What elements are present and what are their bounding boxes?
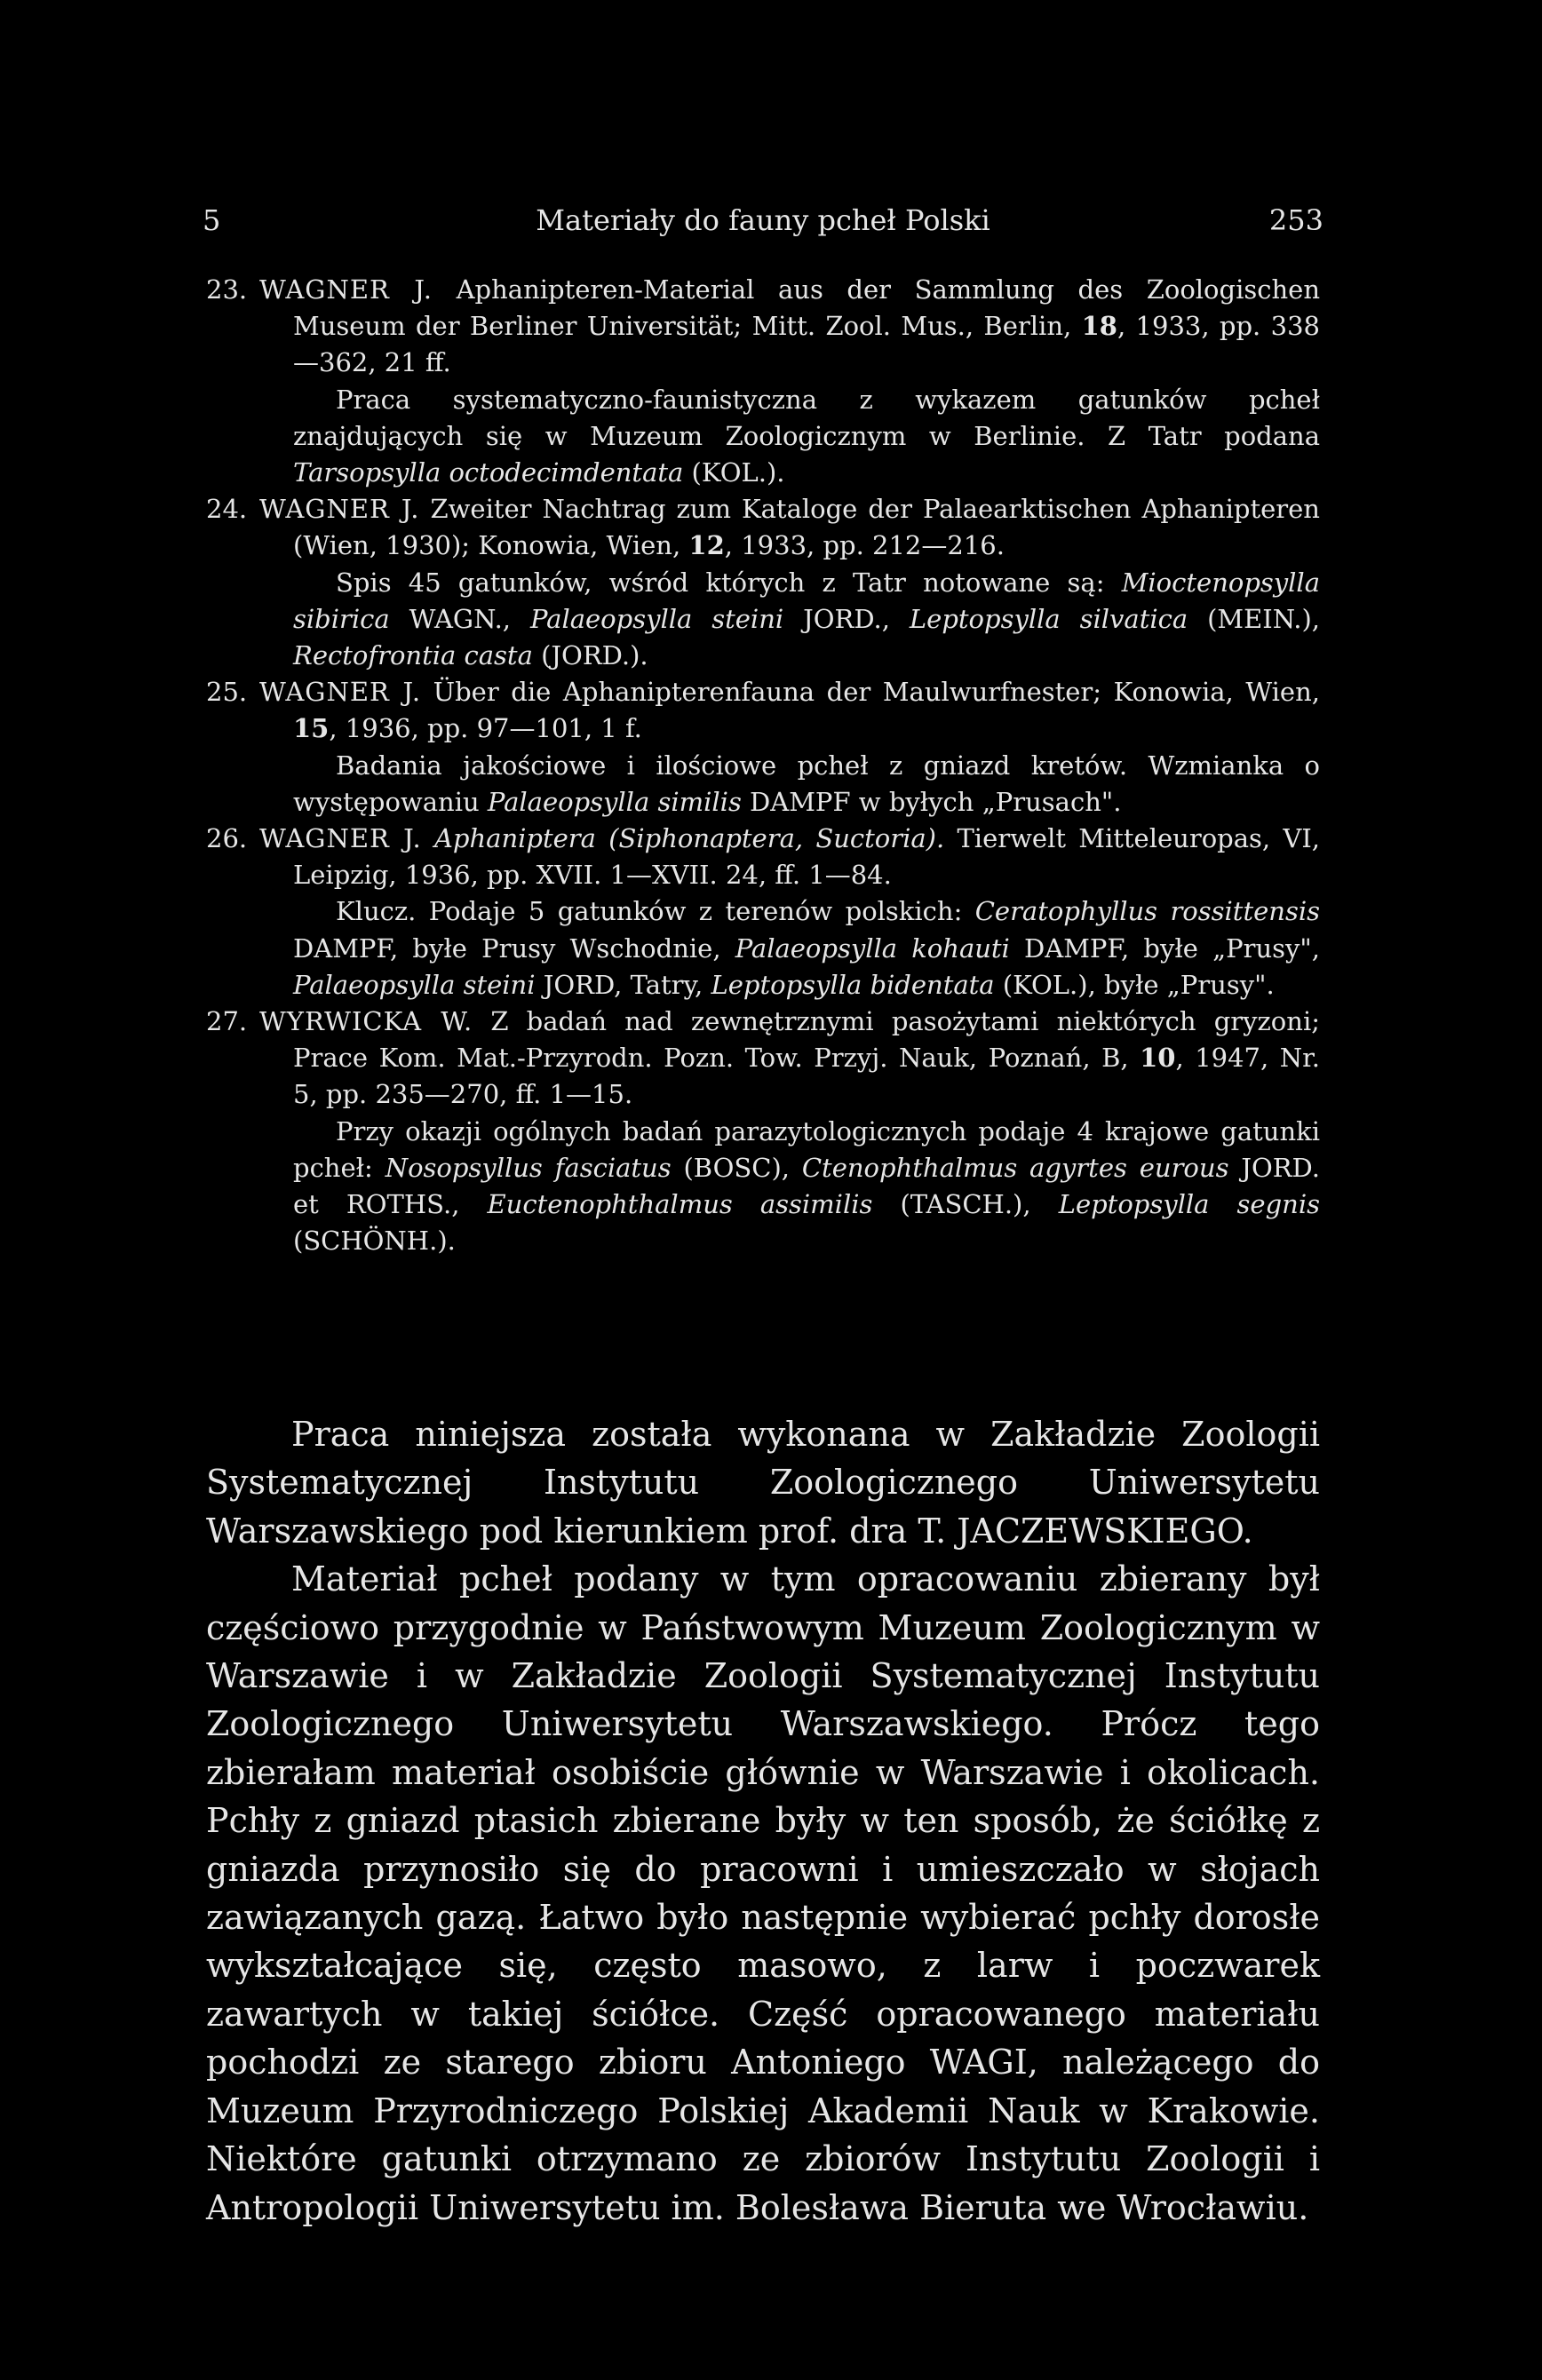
body-paragraph: Materiał pcheł podany w tym opracowaniu zbierany był częściowo przygodnie w Państwowym Muzeum Zoologicznym w Warszawie i w Zakładzie Zoologii Systematycznej Instytutu Zoologicznego Uniwersytetu Warszawskiego. Prócz tego zbierałam materiał osobiście głównie w Warszawie i okolicach. Pchły z gniazd ptasich zbierane były w ten sposób, że ściółkę z gniazda przynosiło się do pracowni i umieszczało w słojach zawiązanych gazą. Łatwo było następnie wybierać pchły dorosłe wykształcające się, często masowo, z larw i poczwarek zawartych w takiej ściółce. Część opracowanego materiału pochodzi ze starego zbioru Antoniego WAGI, należącego do Muzeum Przyrodniczego Polskiej Akademii Nauk w Krakowie. Niektóre gatunki otrzymano ze zbiorów Instytutu Zoologii i Antropologii Uniwersytetu im. Bolesława Bieruta we Wrocławiu. bbox=[206, 1559, 1320, 2227]
reference-text: Z badań nad zewnętrznymi pasożytami niektórych gryzoni; Prace Kom. Mat.-Przyrodn. Pozn. Tow. Przyj. Nauk, Poznań, B, bbox=[293, 1006, 1320, 1074]
reference-number: 27. bbox=[206, 1006, 248, 1037]
annotation-text: JORD. et ROTHS., bbox=[293, 1152, 1320, 1220]
species-name: Leptopsylla silvatica bbox=[909, 603, 1188, 634]
reference-citation bbox=[206, 491, 1320, 564]
reference-title: Aphaniptera (Siphonaptera, Suctoria). bbox=[421, 823, 945, 854]
reference-text: , 1936, pp. 97—101, 1 f. bbox=[329, 713, 642, 744]
species-name: Ctenophthalmus agyrtes eurous bbox=[801, 1152, 1229, 1183]
annotation-text: (KOL.). bbox=[683, 457, 785, 488]
reference-text: Zweiter Nachtrag zum Kataloge der Palaearktischen Aphanipteren (Wien, 1930); Konowia, Wien, bbox=[293, 494, 1320, 561]
annotation-text: (KOL.), byłe „Prusy". bbox=[994, 969, 1275, 1000]
reference-number: 23. bbox=[206, 274, 248, 305]
section-number: 5 bbox=[203, 203, 221, 237]
reference-volume: 10 bbox=[1140, 1043, 1176, 1074]
species-name: Mioctenopsylla sibirica bbox=[293, 567, 1320, 634]
annotation-text: (TASCH.), bbox=[872, 1189, 1059, 1220]
reference-annotation bbox=[206, 1114, 1320, 1260]
reference-text: Tierwelt Mitteleuropas, VI, Leipzig, 1936, pp. XVII. 1—XVII. 24, ff. 1—84. bbox=[293, 823, 1320, 891]
reference-text: , 1947, Nr. 5, pp. 235—270, ff. 1—15. bbox=[293, 1043, 1320, 1110]
reference-author: WYRWICKA W. bbox=[259, 1006, 473, 1037]
reference-text: Aphanipteren-Material aus der Sammlung des Zoologischen Museum der Berliner Universität; Mitt. Zool. Mus., Berlin, bbox=[293, 274, 1320, 342]
reference-annotation bbox=[206, 893, 1320, 1004]
reference-citation bbox=[206, 272, 1320, 382]
species-name: Palaeopsylla steini bbox=[529, 603, 784, 634]
species-name: Tarsopsylla octodecimdentata bbox=[293, 457, 684, 488]
reference-annotation bbox=[206, 382, 1320, 492]
annotation-text: Praca systematyczno-faunistyczna z wykazem gatunków pcheł znajdujących się w Muzeum Zoologicznym w Berlinie. Z Tatr podana bbox=[293, 384, 1320, 451]
running-header bbox=[203, 197, 1323, 243]
annotation-text: (JORD.). bbox=[532, 640, 648, 671]
annotation-text: (MEIN.), bbox=[1188, 603, 1321, 634]
species-name: Palaeopsylla steini bbox=[293, 969, 536, 1000]
species-name: Palaeopsylla similis bbox=[487, 786, 742, 817]
reference-author: WAGNER J. bbox=[259, 494, 420, 525]
reference-annotation bbox=[206, 565, 1320, 675]
annotation-text: Przy okazji ogólnych badań parazytologicznych podaje 4 krajowe gatunki pcheł: bbox=[293, 1115, 1320, 1183]
species-name: Ceratophyllus rossittensis bbox=[974, 896, 1320, 927]
species-name: Leptopsylla segnis bbox=[1058, 1189, 1320, 1220]
page-number: 253 bbox=[1268, 203, 1323, 237]
annotation-text: (SCHÖNH.). bbox=[293, 1226, 456, 1257]
reference-text: Über die Aphanipterenfauna der Maulwurfnester; Konowia, Wien, bbox=[421, 677, 1320, 708]
reference-number: 24. bbox=[206, 494, 248, 525]
annotation-text: WAGN., bbox=[389, 603, 530, 634]
annotation-text: (BOSC), bbox=[671, 1152, 802, 1183]
reference-volume: 15 bbox=[293, 713, 330, 744]
reference-26 bbox=[206, 821, 1320, 1004]
annotation-text: DAMPF, byłe Prusy Wschodnie, bbox=[293, 932, 735, 964]
reference-author: WAGNER J. bbox=[259, 274, 433, 305]
annotation-text: Klucz. Podaje 5 gatunków z terenów polskich: bbox=[336, 896, 975, 927]
reference-author: WAGNER J. bbox=[259, 677, 422, 708]
reference-citation bbox=[206, 821, 1320, 893]
running-title: Materiały do fauny pcheł Polski bbox=[536, 203, 990, 237]
species-name: Nosopsyllus fasciatus bbox=[385, 1152, 672, 1183]
reference-citation bbox=[206, 1004, 1320, 1114]
reference-27 bbox=[206, 1004, 1320, 1259]
species-name: Euctenophthalmus assimilis bbox=[487, 1189, 873, 1220]
reference-volume: 12 bbox=[688, 530, 725, 561]
annotation-text: Spis 45 gatunków, wśród których z Tatr notowane są: bbox=[336, 567, 1122, 598]
species-name: Leptopsylla bidentata bbox=[711, 969, 995, 1000]
species-name: Rectofrontia casta bbox=[293, 640, 533, 671]
reference-annotation bbox=[206, 748, 1320, 821]
reference-text: , 1933, pp. 212—216. bbox=[724, 530, 1005, 561]
reference-25 bbox=[206, 674, 1320, 821]
species-name: Palaeopsylla kohauti bbox=[735, 932, 1010, 964]
reference-number: 25. bbox=[206, 677, 248, 708]
body-text bbox=[206, 1410, 1320, 2232]
reference-citation bbox=[206, 674, 1320, 747]
reference-text: , 1933, pp. 338—362, 21 ff. bbox=[293, 311, 1321, 378]
annotation-text: JORD., bbox=[783, 603, 910, 634]
body-paragraph: Praca niniejsza została wykonana w Zakładzie Zoologii Systematycznej Instytutu Zoologicznego Uniwersytetu Warszawskiego pod kierunkiem prof. dra T. JACZEWSKIEGO. bbox=[206, 1415, 1320, 1551]
annotation-text: DAMPF, byłe „Prusy", bbox=[1009, 932, 1320, 964]
annotation-text: DAMPF w byłych „Prusach". bbox=[741, 786, 1122, 817]
annotation-text: JORD, Tatry, bbox=[535, 969, 711, 1000]
reference-number: 26. bbox=[206, 823, 248, 854]
reference-24 bbox=[206, 491, 1320, 674]
bibliography bbox=[206, 272, 1320, 1259]
reference-volume: 18 bbox=[1081, 311, 1117, 342]
annotation-text: Badania jakościowe i ilościowe pcheł z gniazd kretów. Wzmianka o występowaniu bbox=[293, 750, 1320, 817]
reference-23 bbox=[206, 272, 1320, 491]
reference-author: WAGNER J. bbox=[259, 823, 422, 854]
